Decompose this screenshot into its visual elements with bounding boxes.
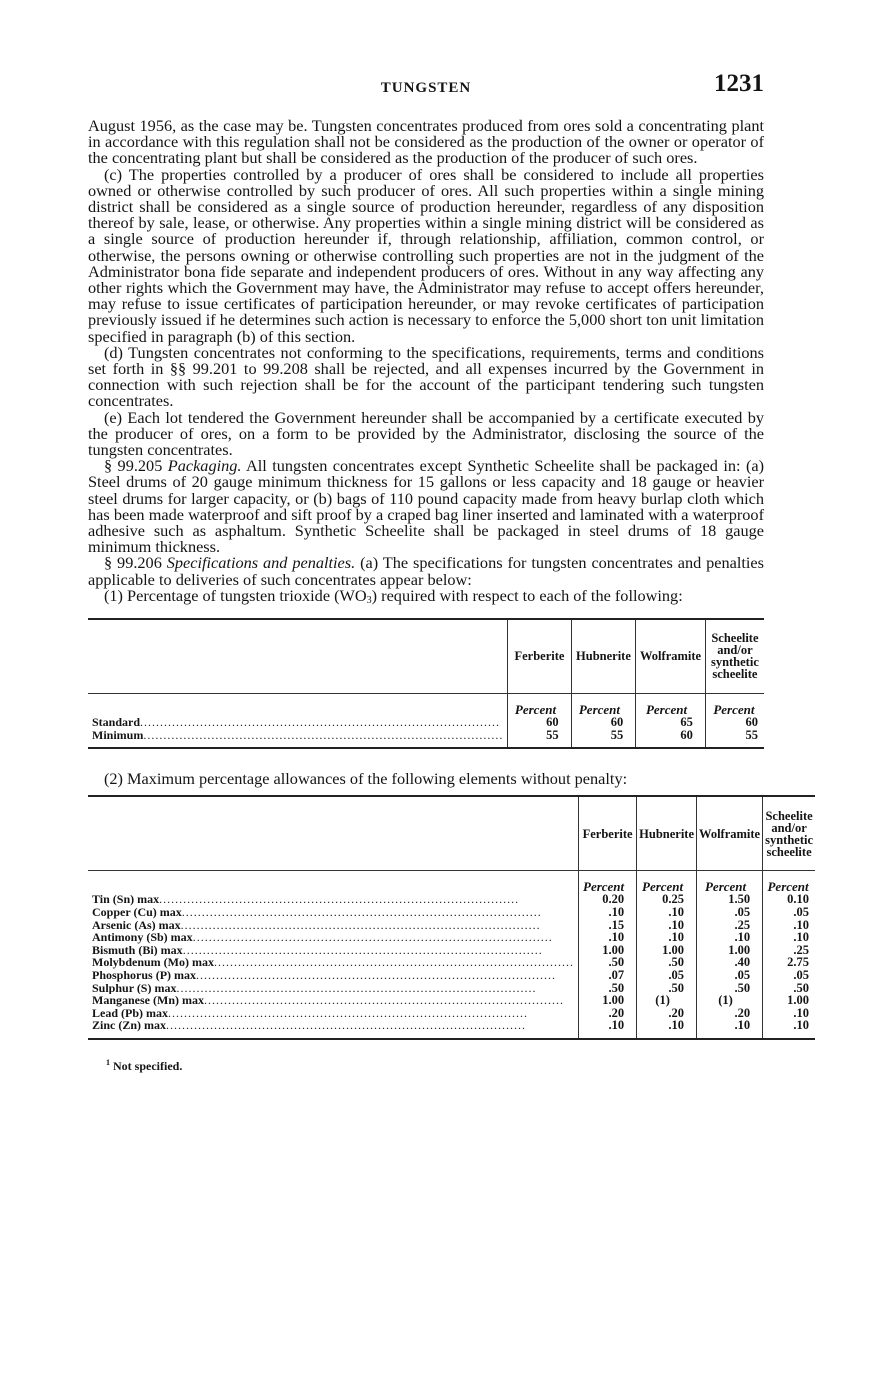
column-header-scheelite: Scheelite and/or synthetic scheelite [763, 796, 815, 870]
row-label-text: Manganese (Mn) max [92, 994, 204, 1007]
cell-value: 0.10 [787, 892, 810, 907]
cell-value: .10 [579, 1019, 637, 1039]
paragraph-e: (e) Each lot tendered the Government hereunder shall be accompanied by a certificate executed by the producer of ores, on a form to be provided by the Administrator, disclosing the source of the tungsten concentrates. [88, 407, 764, 460]
cell-value: .50 [579, 956, 637, 969]
document-page [88, 70, 814, 1074]
row-label: Sulphur (S) max.......................................................................................... [88, 982, 579, 995]
table-row [88, 956, 815, 969]
column-header-wolframite: Wolframite [697, 796, 763, 870]
row-label-text: Bismuth (Bi) max [92, 943, 183, 957]
row-label-text: Lead (Pb) max [92, 1006, 168, 1020]
row-label: Tin (Sn) max.......................................................................................... [88, 893, 579, 906]
subscript-3: 3 [366, 594, 372, 606]
cell-value: (1) [637, 994, 697, 1007]
footnote-text: Not specified. [113, 1059, 183, 1073]
cell-value: .50 [793, 980, 810, 995]
cell-value: .10 [579, 906, 637, 919]
table-row [88, 729, 764, 749]
cell-value: .10 [637, 919, 697, 932]
cell-value: .40 [697, 956, 763, 969]
row-label-text: Phosphorus (P) max [92, 969, 197, 982]
column-header-wolframite: Wolframite [636, 619, 706, 693]
unit-label: Percent [579, 870, 637, 893]
section-text: All tungsten concentrates except Synthetic Scheelite shall be packaged in: (a) Steel drums of 20 gauge minimum thickness for 15 gallons or less capacity and 18 gauge or heavier steel drums for larger capacity, or (b) bags of 110 pound capacity made from heavy burlap cloth which has been made waterproof and sift proof by a craped bag liner inserted and laminated with a waterproof adhesive such as asphaltum. Synthetic Scheelite shall be packaged in steel drums of 18 gauge minimum thickness. [88, 456, 765, 557]
unit-label: Percent [697, 870, 763, 893]
row-label-text: Standard [92, 716, 141, 729]
table-row [88, 716, 764, 729]
cell-value: .05 [637, 969, 697, 982]
table-row [88, 1007, 815, 1020]
cell-value: .10 [637, 931, 697, 944]
unit-label: Percent [713, 701, 755, 717]
cell-value: .05 [793, 968, 810, 983]
running-head: TUNGSTEN [380, 80, 472, 96]
row-label: Bismuth (Bi) max.......................................................................................... [88, 944, 579, 957]
cell-value: 65 [636, 716, 706, 729]
cell-value: 2.75 [787, 955, 810, 970]
table-row [88, 944, 815, 957]
row-label: Antimony (Sb) max.......................................................................................... [88, 931, 579, 944]
row-label-text: Tin (Sn) max [92, 893, 160, 907]
section-99-206 [88, 555, 764, 587]
row-label: Manganese (Mn) max.......................................................................................... [88, 994, 579, 1007]
row-label: Copper (Cu) max.......................................................................................... [88, 906, 579, 919]
unit-label: Percent [571, 693, 636, 716]
paragraph-d: (d) Tungsten concentrates not conforming to the specifications, requirements, terms and conditions set forth in §§ 99.201 to 99.208 shall be rejected, and all expenses incurred by the Government in connection with such rejection shall be for the account of the participant tendering such tungsten concentrates. [88, 342, 764, 411]
column-header-hubnerite: Hubnerite [571, 619, 636, 693]
cell-value: .07 [579, 969, 637, 982]
cell-value: .10 [697, 931, 763, 944]
section-text: (a) The specifications for tungsten concentrates and penalties applicable to deliveries of such concentrates appear below: [88, 553, 764, 589]
cell-value: .10 [637, 906, 697, 919]
footnote-mark: 1 [106, 1058, 110, 1067]
unit-label: Percent [767, 878, 809, 894]
cell-value: .10 [579, 931, 637, 944]
row-label-text: Antimony (Sb) max [92, 931, 193, 944]
paragraph-1-text-end: ) required with respect to each of the following: [371, 585, 683, 605]
column-header-scheelite: Scheelite and/or synthetic scheelite [705, 619, 764, 693]
row-label-text: Zinc (Zn) max [92, 1019, 167, 1033]
cell-value: .50 [697, 982, 763, 995]
cell-value: 60 [636, 729, 706, 749]
row-label: Standard.......................................................................................... [88, 716, 508, 729]
table-row [88, 906, 815, 919]
cell-value: .10 [697, 1019, 763, 1039]
cell-value: .25 [697, 919, 763, 932]
row-label-text: Molybdenum (Mo) max [92, 956, 214, 970]
row-label-text: Minimum [92, 728, 144, 742]
section-heading: Packaging. [167, 456, 242, 476]
paragraph-c: (c) The properties controlled by a producer of ores shall be considered to include all properties owned or otherwise controlled by such producer of ores. All such properties within a single mining district shall be considered as a single source of production hereunder, regardless of any disposition thereof by sale, lease, or otherwise. Any properties within a single mining district will be considered as a single source of production hereunder if, through relationship, affiliation, common control, or otherwise, the persons owning or otherwise controlling such properties are not in the judgment of the Administrator bona fide separate and independent producers of ores. Without in any way affecting any other rights which the Government may have, the Administrator may refuse to accept offers hereunder, may refuse to issue certificates of participation hereunder, or may revoke certificates of participation previously issued if he determines such action is necessary to enforce the 5,000 short ton unit limitation specified in paragraph (b) of this section. [88, 164, 764, 346]
paragraph-2: (2) Maximum percentage allowances of the following elements without penalty: [104, 769, 628, 789]
element-allowance-table [88, 795, 815, 1040]
cell-value: .20 [697, 1007, 763, 1020]
row-label: Phosphorus (P) max.......................................................................................... [88, 969, 579, 982]
footnote [106, 1058, 764, 1074]
cell-value: .15 [579, 919, 637, 932]
row-label: Zinc (Zn) max.......................................................................................... [88, 1019, 579, 1039]
cell-value: .20 [579, 1007, 637, 1020]
tungsten-trioxide-table [88, 618, 764, 749]
cell-value: 60 [571, 716, 636, 729]
table-row [88, 982, 815, 995]
section-mark: § 99.206 [104, 553, 162, 573]
cell-value: .10 [763, 1019, 815, 1039]
table-row [88, 893, 815, 906]
row-label: Arsenic (As) max.......................................................................................... [88, 919, 579, 932]
cell-value: .50 [637, 956, 697, 969]
table-row [88, 931, 815, 944]
cell-value: 1.00 [579, 944, 637, 957]
cell-value: .05 [697, 906, 763, 919]
cell-value: .10 [637, 1019, 697, 1039]
cell-value: .10 [793, 930, 810, 945]
column-header-ferberite: Ferberite [579, 796, 637, 870]
cell-value: 55 [508, 729, 571, 749]
cell-value: .05 [697, 969, 763, 982]
cell-value: 1.00 [579, 994, 637, 1007]
row-label-text: Sulphur (S) max [92, 981, 177, 995]
row-label: Lead (Pb) max.......................................................................................... [88, 1007, 579, 1020]
paragraph-1 [88, 585, 764, 606]
cell-value: .10 [793, 1005, 810, 1020]
table-row [88, 919, 815, 932]
cell-value: .25 [793, 942, 810, 957]
row-label-text: Arsenic (As) max [92, 918, 181, 932]
cell-value: 55 [571, 729, 636, 749]
table-row [88, 969, 815, 982]
section-heading: Specifications and penalties. [166, 553, 356, 573]
table-row [88, 994, 815, 1007]
cell-value: 0.20 [579, 893, 637, 906]
row-label: Molybdenum (Mo) max.......................................................................................... [88, 956, 579, 969]
section-mark: § 99.205 [104, 456, 163, 476]
cell-value: 60 [508, 716, 571, 729]
row-label-text: Copper (Cu) max [92, 906, 182, 919]
cell-value: .50 [637, 982, 697, 995]
cell-value: 1.00 [787, 993, 810, 1008]
table-header-blank [88, 619, 508, 693]
cell-value: 1.00 [637, 944, 697, 957]
page-number: 1231 [714, 70, 764, 97]
cell-value: .10 [793, 917, 810, 932]
table-row [88, 1019, 815, 1039]
unit-row [88, 693, 764, 716]
cell-value: 1.00 [697, 944, 763, 957]
cell-value: .50 [579, 982, 637, 995]
column-header-hubnerite: Hubnerite [637, 796, 697, 870]
cell-value: .05 [793, 905, 810, 920]
row-label: Minimum.......................................................................................... [88, 729, 508, 749]
table-header-blank [88, 796, 579, 870]
cell-value: .20 [637, 1007, 697, 1020]
cell-value: 60 [745, 715, 758, 730]
cell-value: 55 [705, 729, 764, 749]
cell-value: 1.50 [697, 893, 763, 906]
page-header [88, 70, 764, 104]
unit-label: Percent [508, 693, 571, 716]
paragraph-1-text: (1) Percentage of tungsten trioxide (WO [104, 585, 367, 605]
cell-value: (1) [697, 994, 763, 1007]
cell-value: 0.25 [637, 893, 697, 906]
unit-label: Percent [636, 693, 706, 716]
unit-row [88, 870, 815, 893]
paragraph-continuation: August 1956, as the case may be. Tungsten concentrates produced from ores sold a concentrating plant in accordance with this regulation shall not be considered as the production of the owner or operator of the concentrating plant but shall be considered as the production of the producer of such ores. [88, 116, 764, 168]
unit-label: Percent [637, 870, 697, 893]
column-header-ferberite: Ferberite [508, 619, 571, 693]
section-99-205 [88, 458, 764, 555]
